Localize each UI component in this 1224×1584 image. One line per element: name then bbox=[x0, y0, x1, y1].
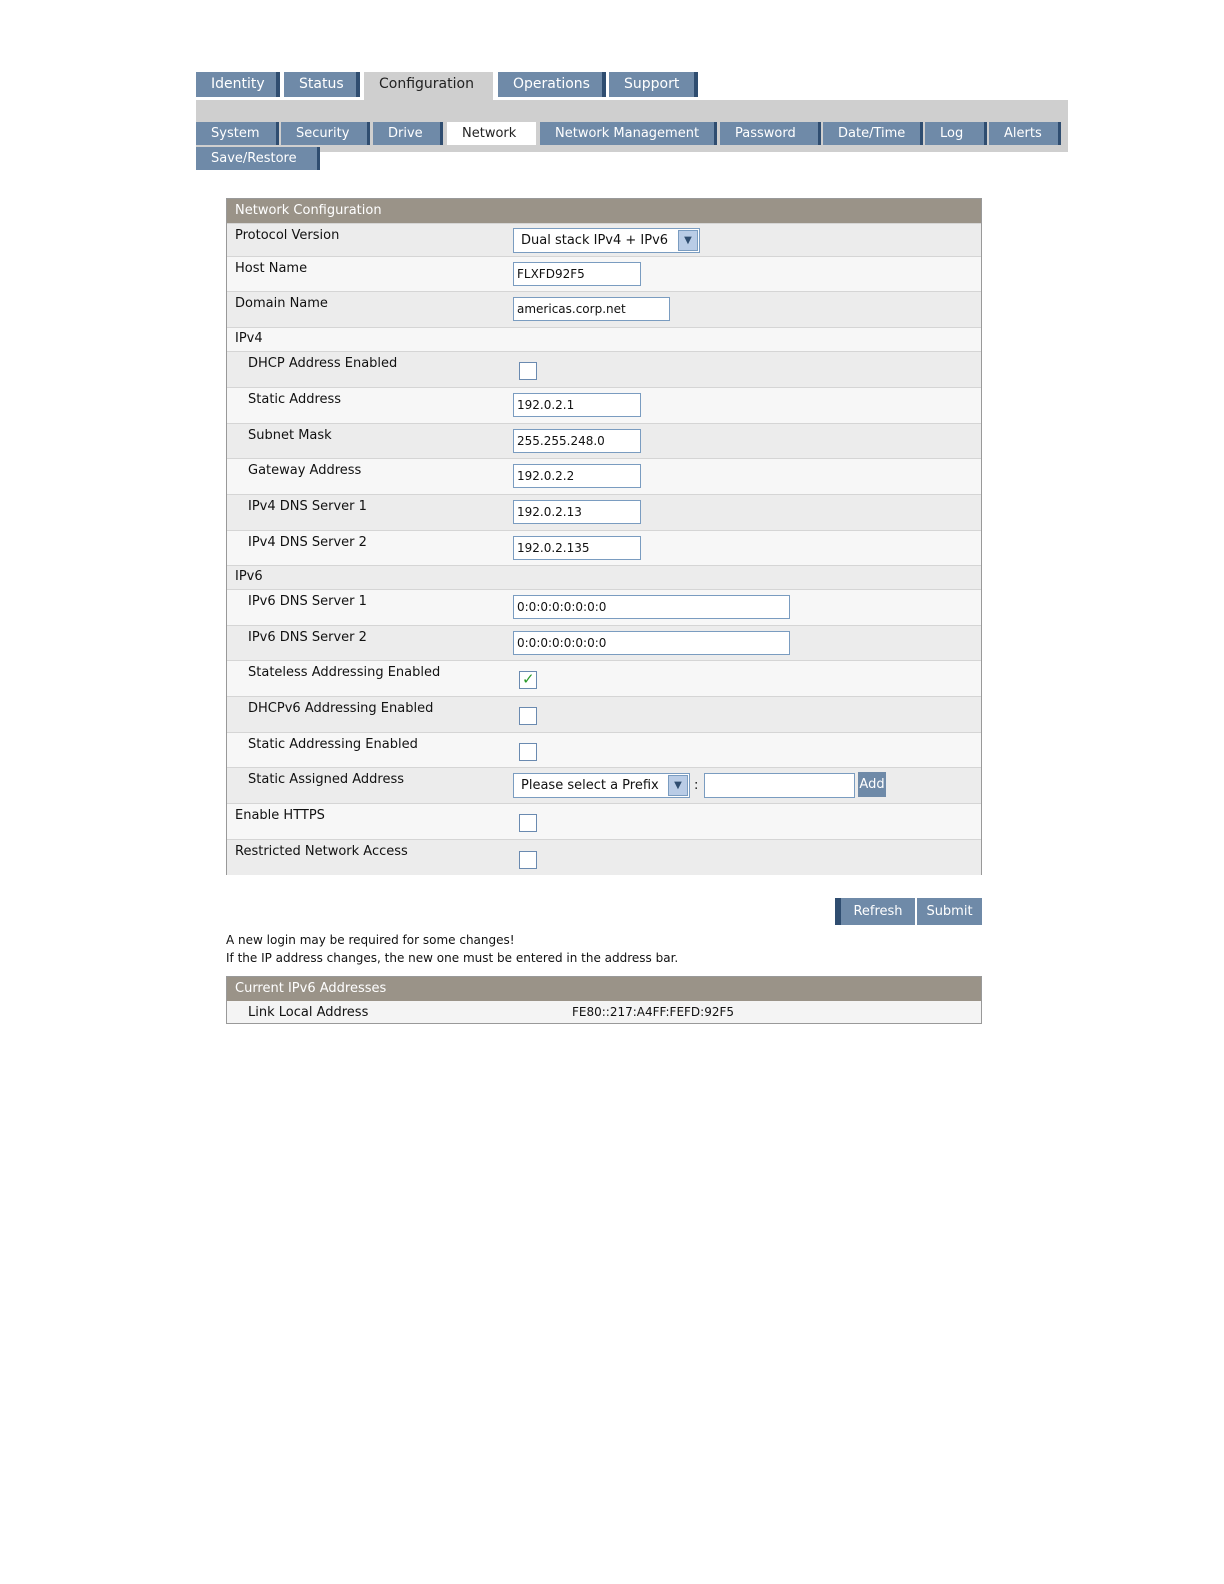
ipv6-addresses-panel bbox=[226, 976, 982, 1024]
label-dhcp-enabled: DHCP Address Enabled bbox=[248, 356, 398, 371]
subtab-password[interactable]: Password bbox=[720, 122, 821, 145]
ipv4-dns2-input[interactable] bbox=[513, 536, 641, 560]
static-address-input[interactable] bbox=[513, 393, 641, 417]
row-ipv4-dns2 bbox=[227, 530, 981, 565]
subtab-log[interactable]: Log bbox=[925, 122, 987, 145]
row-ipv6-dns1 bbox=[227, 589, 981, 625]
label-ipv6-dns2: IPv6 DNS Server 2 bbox=[248, 630, 367, 645]
static-enabled-checkbox[interactable] bbox=[519, 743, 537, 761]
label-domain-name: Domain Name bbox=[235, 296, 328, 311]
label-host-name: Host Name bbox=[235, 261, 308, 276]
submit-button[interactable]: Submit bbox=[917, 898, 982, 925]
row-ipv4-dns1 bbox=[227, 494, 981, 530]
label-gateway: Gateway Address bbox=[248, 463, 362, 478]
subtab-date-time[interactable]: Date/Time bbox=[823, 122, 923, 145]
ipv6-dns1-input[interactable] bbox=[513, 595, 790, 619]
note-login: A new login may be required for some changes! bbox=[226, 933, 515, 947]
tab-status[interactable]: Status bbox=[284, 72, 360, 97]
row-protocol-version bbox=[227, 223, 981, 256]
gateway-input[interactable] bbox=[513, 464, 641, 488]
static-assigned-input[interactable] bbox=[704, 773, 855, 798]
label-link-local: Link Local Address bbox=[248, 1005, 369, 1020]
label-protocol-version: Protocol Version bbox=[235, 228, 340, 243]
subtab-save-restore[interactable]: Save/Restore bbox=[196, 147, 320, 170]
subtab-security[interactable]: Security bbox=[281, 122, 370, 145]
subtab-alerts[interactable]: Alerts bbox=[989, 122, 1061, 145]
label-restricted: Restricted Network Access bbox=[235, 844, 408, 859]
label-dhcpv6: DHCPv6 Addressing Enabled bbox=[248, 701, 434, 716]
subtab-network-management[interactable]: Network Management bbox=[540, 122, 717, 145]
label-static-assigned: Static Assigned Address bbox=[248, 772, 404, 787]
dhcp-enabled-checkbox[interactable] bbox=[519, 362, 537, 380]
tab-identity[interactable]: Identity bbox=[196, 72, 280, 97]
note-ip-change: If the IP address changes, the new one must be entered in the address bar. bbox=[226, 951, 679, 965]
prefix-select[interactable] bbox=[513, 773, 690, 798]
row-host-name bbox=[227, 256, 981, 291]
row-ipv6-dns2 bbox=[227, 625, 981, 660]
chevron-down-icon: ▼ bbox=[678, 230, 698, 251]
row-dhcp-enabled bbox=[227, 351, 981, 387]
label-ipv4: IPv4 bbox=[235, 331, 263, 346]
panel-title: Network Configuration bbox=[227, 199, 981, 223]
label-static-address: Static Address bbox=[248, 392, 342, 407]
subtab-network[interactable]: Network bbox=[447, 122, 536, 145]
ipv4-dns1-input[interactable] bbox=[513, 500, 641, 524]
row-domain-name bbox=[227, 291, 981, 327]
refresh-button[interactable]: Refresh bbox=[835, 898, 915, 925]
host-name-input[interactable] bbox=[513, 262, 641, 286]
label-static-enabled: Static Addressing Enabled bbox=[248, 737, 418, 752]
add-button[interactable]: Add bbox=[858, 772, 886, 797]
domain-name-input[interactable] bbox=[513, 297, 670, 321]
subnet-mask-input[interactable] bbox=[513, 429, 641, 453]
tab-operations[interactable]: Operations bbox=[498, 72, 606, 97]
tab-support[interactable]: Support bbox=[609, 72, 698, 97]
subtab-drive[interactable]: Drive bbox=[373, 122, 443, 145]
stateless-checkbox[interactable] bbox=[519, 671, 537, 689]
row-dhcpv6 bbox=[227, 696, 981, 732]
link-local-value: FE80::217:A4FF:FEFD:92F5 bbox=[572, 1005, 735, 1019]
row-ipv4-header bbox=[227, 327, 981, 351]
https-checkbox[interactable] bbox=[519, 814, 537, 832]
label-ipv4-dns1: IPv4 DNS Server 1 bbox=[248, 499, 367, 514]
label-https: Enable HTTPS bbox=[235, 808, 325, 823]
network-config-panel bbox=[226, 198, 982, 875]
label-ipv6: IPv6 bbox=[235, 569, 263, 584]
chevron-down-icon: ▼ bbox=[668, 775, 688, 796]
row-gateway bbox=[227, 458, 981, 494]
label-subnet-mask: Subnet Mask bbox=[248, 428, 332, 443]
protocol-version-value: Dual stack IPv4 + IPv6 bbox=[521, 233, 669, 248]
row-static-enabled bbox=[227, 732, 981, 767]
row-stateless bbox=[227, 660, 981, 696]
ipv6-dns2-input[interactable] bbox=[513, 631, 790, 655]
label-stateless: Stateless Addressing Enabled bbox=[248, 665, 441, 680]
prefix-select-value: Please select a Prefix bbox=[521, 778, 659, 793]
subtab-system[interactable]: System bbox=[196, 122, 279, 145]
label-ipv6-dns1: IPv6 DNS Server 1 bbox=[248, 594, 367, 609]
checkmark-icon: ✓ bbox=[522, 670, 535, 688]
row-subnet-mask bbox=[227, 423, 981, 458]
protocol-version-select[interactable] bbox=[513, 228, 700, 253]
tab-configuration[interactable]: Configuration bbox=[364, 72, 493, 101]
row-ipv6-header bbox=[227, 565, 981, 589]
row-static-address bbox=[227, 387, 981, 423]
restricted-checkbox[interactable] bbox=[519, 851, 537, 869]
row-https bbox=[227, 803, 981, 839]
ipv6-addresses-title: Current IPv6 Addresses bbox=[227, 977, 981, 1001]
prefix-separator: : bbox=[694, 778, 699, 793]
dhcpv6-checkbox[interactable] bbox=[519, 707, 537, 725]
row-restricted bbox=[227, 839, 981, 875]
row-static-assigned bbox=[227, 767, 981, 803]
label-ipv4-dns2: IPv4 DNS Server 2 bbox=[248, 535, 367, 550]
